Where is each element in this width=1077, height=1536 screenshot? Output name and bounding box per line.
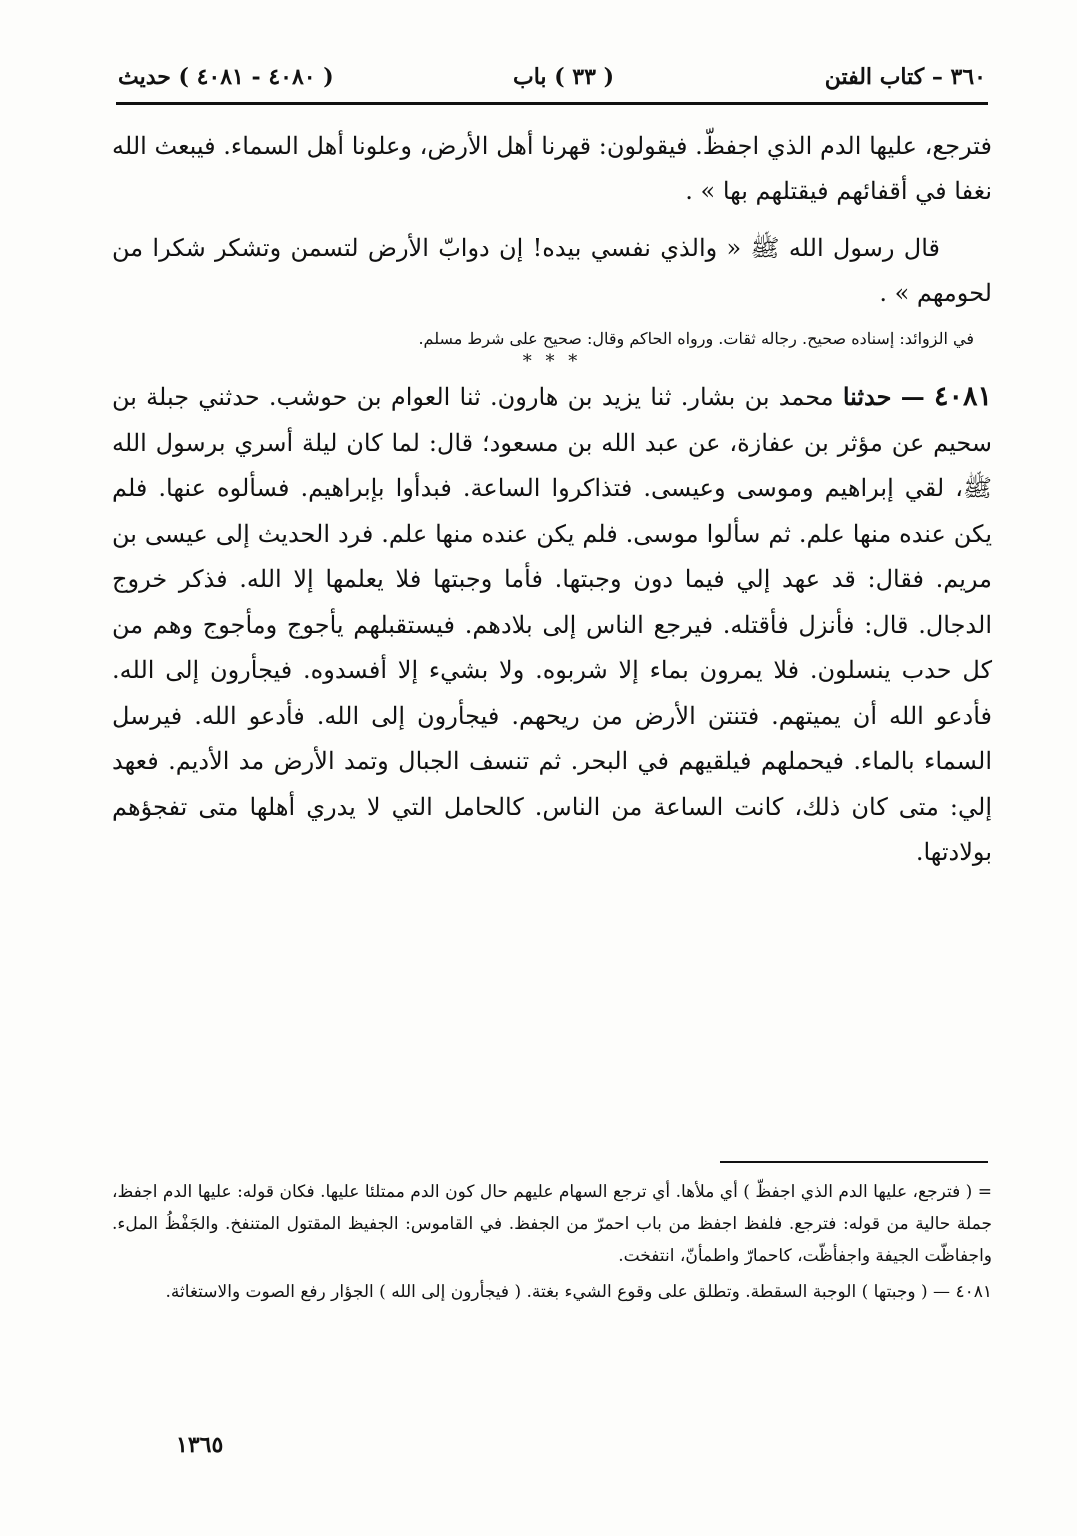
continuation-paragraph: فترجع، عليها الدم الذي اجفظّ. فيقولون: قهرنا أهل الأرض، وعلونا أهل السماء. فيبعث الله نغفا في أقفائهم فيقتلهم بها » . xyxy=(112,132,992,205)
header-rule xyxy=(116,102,988,105)
hadith-paragraph xyxy=(112,374,992,876)
footnotes xyxy=(112,1176,992,1308)
running-header xyxy=(118,58,986,98)
header-hadith-range: ( ٤٠٨٠ - ٤٠٨١ ) حديث xyxy=(118,64,334,90)
footnote-1: = ( فترجع، عليها الدم الذي اجفظّ ) أي ملأها. أي ترجع السهام عليهم حال كون الدم ممتلئا عليها. فكان قوله: عليها الدم اجفظ، جملة حالية من قوله: فترجع. فلفظ اجفظ من باب احمرّ من الجفظ. في القاموس: الجفيظ المقتول المتنفخ. والجَفْظُ الملء. واجفاظّت الجيفة واجفأظّت، كاحمارّ واطمأنّ، انتفخت. xyxy=(112,1182,992,1266)
hadith-number: ٤٠٨١ xyxy=(933,381,992,412)
hadith-dash: — xyxy=(900,382,925,411)
zawaid-note: في الزوائد: إسناده صحيح. رجاله ثقات. ورواه الحاكم وقال: صحيح على شرط مسلم. xyxy=(418,329,974,348)
footnote-2: ٤٠٨١ — ( وجبتها ) الوجبة السقطة. وتطلق على وقوع الشيء بغتة. ( فيجأرون إلى الله ) الجؤار رفع الصوت والاستغاثة. xyxy=(165,1282,992,1302)
hadith-opening: حدثنا xyxy=(842,382,892,411)
hadith-text: محمد بن بشار. ثنا يزيد بن هارون. ثنا العوام بن حوشب. حدثني جبلة بن سحيم عن مؤثر بن عفازة، عن عبد الله بن مسعود؛ قال: لما كان ليلة أسري برسول الله ﷺ، لقي إبراهيم وموسى وعيسى. فتذاكروا الساعة. فبدأوا بإبراهيم. فسألوه عنها. فلم يكن عنده منها علم. ثم سألوا موسى. فلم يكن عنده منها علم. فرد الحديث إلى عيسى بن مريم. فقال: قد عهد إلي فيما دون وجبتها. فأما وجبتها فلا يعلمها إلا الله. فذكر خروج الدجال. قال: فأنزل فأقتله. فيرجع الناس إلى بلادهم. فيستقبلهم يأجوج ومأجوج وهم من كل حدب ينسلون. فلا يمرون بماء إلا شربوه. ولا بشيء إلا أفسدوه. فيجأرون إلى الله. فأدعو الله أن يميتهم. فتنتن الأرض من ريحهم. فيجأرون إلى الله. فأدعو الله. فيرسل السماء بالماء. فيحملهم فيلقيهم في البحر. ثم تنسف الجبال وتمد الأرض مد الأديم. فعهد إلي: متى كان ذلك، كانت الساعة من الناس. كالحامل التي لا يدري أهلها متى تفجؤهم بولادتها. xyxy=(112,383,992,866)
footnote-rule xyxy=(720,1161,988,1163)
header-chapter: ( ٣٣ ) باب xyxy=(513,64,614,90)
page-number: ١٣٦٥ xyxy=(176,1432,224,1458)
main-text xyxy=(112,124,992,876)
section-separator: * * * xyxy=(522,351,582,372)
header-page-and-book: ٣٦٠ – كتاب الفتن xyxy=(824,64,986,90)
prophet-saying-paragraph: قال رسول الله ﷺ « والذي نفسي بيده! إن دوابّ الأرض لتسمن وتشكر شكرا من لحومهم » . xyxy=(112,234,992,307)
